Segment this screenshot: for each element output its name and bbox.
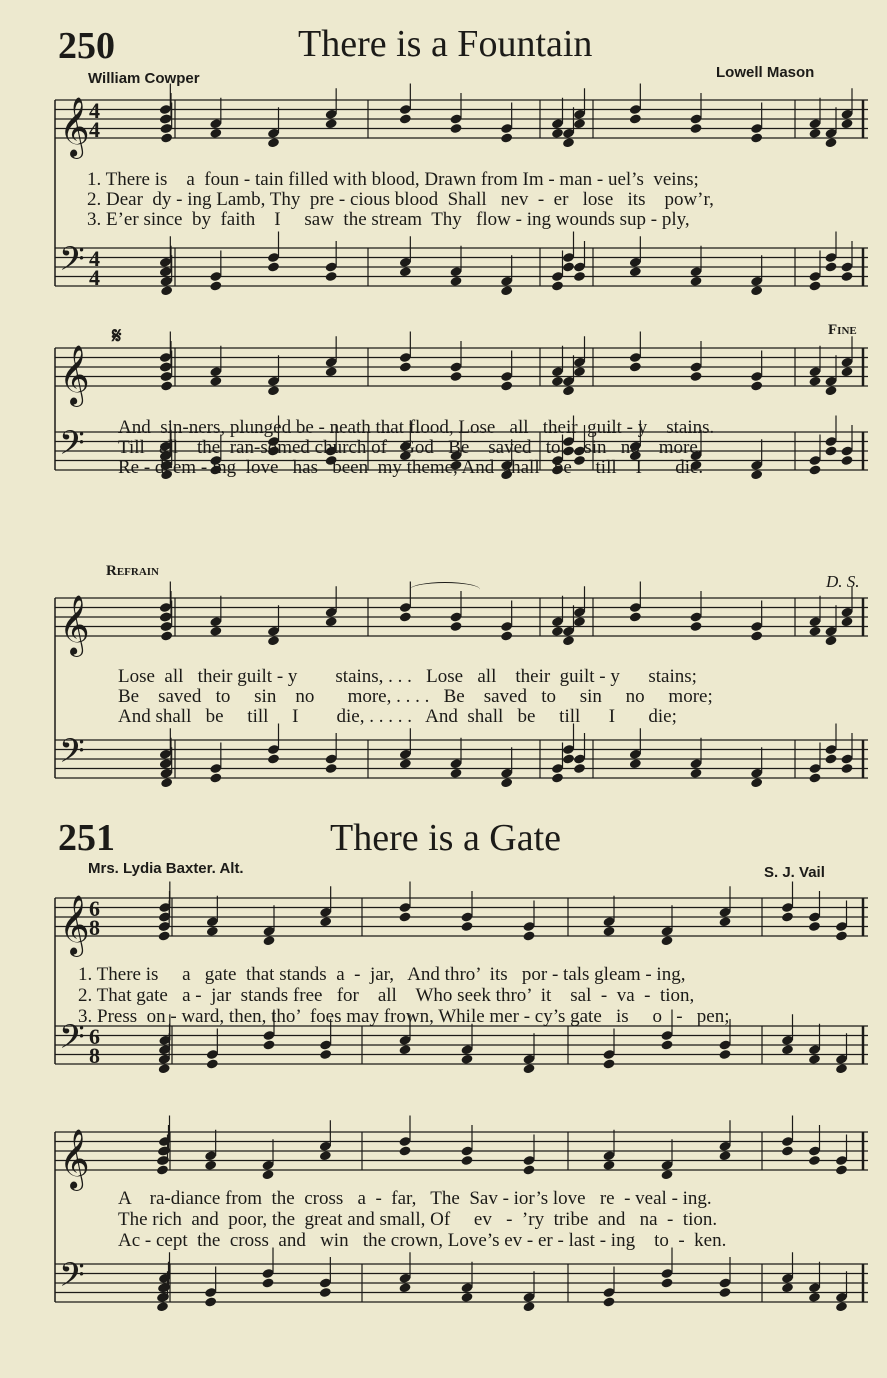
lyric-line: Be saved to sin no more, . . . . Be saved to sin no more;	[118, 686, 713, 707]
note-head	[718, 1049, 731, 1060]
note-head	[522, 930, 535, 941]
time-signature-bottom: 4	[89, 265, 100, 290]
note-head	[551, 626, 564, 637]
lyric-line: And sin-ners, plunged be - neath that flood, Lose all their guilt - y stains.	[118, 417, 715, 438]
note-head	[399, 266, 412, 277]
note-head	[573, 118, 586, 129]
note-head	[824, 261, 837, 272]
note-head	[449, 123, 462, 134]
lyric-line: 1. There is a foun - tain filled with blood, Drawn from Im - man - uel’s veins;	[87, 169, 699, 190]
note-head	[204, 1160, 217, 1171]
note-head	[689, 123, 702, 134]
note-head	[602, 1058, 615, 1069]
note-head	[660, 1039, 673, 1050]
note-head	[835, 1301, 848, 1312]
note-head	[808, 376, 821, 387]
note-head	[398, 911, 411, 922]
note-head	[824, 635, 837, 646]
note-head	[781, 1282, 794, 1293]
note-head	[551, 376, 564, 387]
note-head	[319, 916, 332, 927]
bass-clef-icon: 𝄢	[59, 732, 85, 779]
note-head	[840, 455, 853, 466]
note-head	[573, 366, 586, 377]
note-head	[209, 772, 222, 783]
bass-clef-icon: 𝄢	[59, 240, 85, 287]
note-head	[562, 385, 575, 396]
treble-clef-icon: 𝄞	[59, 595, 90, 655]
lyric-line: Lose all their guilt - y stains, . . . Lose all their guilt - y stains;	[118, 666, 697, 687]
time-signature-bottom: 8	[89, 915, 100, 940]
bass-clef-icon: 𝄢	[59, 1256, 85, 1303]
words-credit: William Cowper	[88, 70, 200, 87]
note-head	[325, 118, 338, 129]
bass-clef-icon: 𝄢	[59, 1018, 85, 1065]
note-head	[718, 916, 731, 927]
note-head	[267, 261, 280, 272]
note-head	[573, 616, 586, 627]
note-head	[750, 132, 763, 143]
lyric-line: 3. E’er since by faith I saw the stream Thy flow - ing wounds sup - ply,	[87, 209, 690, 230]
note-head	[204, 1296, 217, 1307]
lyric-line: Till all the ran-somed church of God Be saved to sin no more.	[118, 437, 703, 458]
note-head	[750, 777, 763, 788]
note-head	[808, 626, 821, 637]
note-head	[319, 1049, 332, 1060]
note-head	[750, 630, 763, 641]
note-head	[808, 1155, 821, 1166]
note-head	[602, 926, 615, 937]
note-head	[835, 930, 848, 941]
note-head	[602, 1296, 615, 1307]
note-head	[840, 763, 853, 774]
note-head	[551, 772, 564, 783]
note-head	[629, 758, 642, 769]
time-signature-bottom: 8	[89, 1043, 100, 1068]
note-head	[449, 371, 462, 382]
note-head	[660, 1277, 673, 1288]
note-head	[629, 611, 642, 622]
lyric-line: And shall be till I die, . . . . . And shall be till I die;	[118, 706, 677, 727]
note-head	[573, 763, 586, 774]
ds-marking: D. S.	[826, 572, 860, 591]
note-head	[267, 385, 280, 396]
note-head	[399, 361, 412, 372]
note-head	[398, 1044, 411, 1055]
music-credit: S. J. Vail	[764, 864, 825, 881]
note-head	[562, 137, 575, 148]
note-head	[808, 1292, 821, 1303]
note-head	[158, 1063, 171, 1074]
treble-clef-icon: 𝄞	[59, 895, 90, 955]
lyric-line: Re - deem - ing love has been my theme, And shall be till I die.	[118, 457, 704, 478]
note-head	[206, 926, 219, 937]
note-head	[781, 911, 794, 922]
note-head	[551, 280, 564, 291]
note-head	[209, 376, 222, 387]
note-head	[500, 380, 513, 391]
note-head	[660, 935, 673, 946]
note-head	[460, 921, 473, 932]
note-head	[460, 1054, 473, 1065]
note-head	[399, 758, 412, 769]
note-head	[319, 1287, 332, 1298]
note-head	[522, 1164, 535, 1175]
note-head	[325, 616, 338, 627]
treble-clef-icon: 𝄞	[59, 97, 90, 157]
note-head	[562, 753, 575, 764]
note-head	[629, 361, 642, 372]
hymn-title: There is a Fountain	[298, 23, 593, 65]
words-credit: Mrs. Lydia Baxter. Alt.	[88, 860, 244, 877]
note-head	[399, 611, 412, 622]
note-head	[824, 385, 837, 396]
note-head	[808, 1054, 821, 1065]
note-head	[840, 271, 853, 282]
hymn-title: There is a Gate	[330, 817, 562, 859]
note-head	[689, 276, 702, 287]
note-head	[261, 1169, 274, 1180]
note-head	[398, 1145, 411, 1156]
note-head	[449, 621, 462, 632]
note-head	[835, 1063, 848, 1074]
note-head	[209, 128, 222, 139]
time-signature-top: 4	[89, 246, 100, 271]
note-head	[160, 380, 173, 391]
note-head	[209, 626, 222, 637]
hymn-number: 250	[58, 25, 115, 67]
lyric-line: A ra-diance from the cross a - far, The Sav - ior’s love re - veal - ing.	[118, 1188, 712, 1209]
note-head	[562, 635, 575, 646]
note-head	[808, 464, 821, 475]
time-signature-top: 6	[89, 1024, 100, 1049]
fine-marking: Fine	[828, 322, 857, 338]
note-head	[156, 1301, 169, 1312]
note-head	[573, 271, 586, 282]
note-head	[325, 271, 338, 282]
note-head	[689, 371, 702, 382]
note-head	[500, 132, 513, 143]
note-head	[319, 1150, 332, 1161]
lyric-line: 3. Press on - ward, then, tho’ foes may frown, While mer - cy’s gate is o - pen;	[78, 1006, 730, 1027]
treble-clef-icon: 𝄞	[59, 345, 90, 405]
lyric-line: Ac - cept the cross and win the crown, Love’s ev - er - last - ing to - ken.	[118, 1230, 727, 1251]
note-head	[500, 777, 513, 788]
note-head	[808, 280, 821, 291]
note-head	[449, 276, 462, 287]
note-head	[267, 753, 280, 764]
note-head	[160, 777, 173, 788]
note-head	[500, 285, 513, 296]
note-head	[781, 1044, 794, 1055]
note-head	[460, 1155, 473, 1166]
note-head	[835, 1164, 848, 1175]
note-head	[325, 366, 338, 377]
lyric-line: 2. That gate a - jar stands free for all Who seek thro’ it sal - va - tion,	[78, 985, 695, 1006]
note-head	[209, 280, 222, 291]
note-head	[689, 768, 702, 779]
note-head	[522, 1301, 535, 1312]
note-head	[718, 1150, 731, 1161]
note-head	[160, 132, 173, 143]
note-head	[158, 930, 171, 941]
note-head	[840, 118, 853, 129]
note-head	[267, 635, 280, 646]
lyric-line: 1. There is a gate that stands a - jar, And thro’ its por - tals gleam - ing,	[78, 964, 686, 985]
note-head	[718, 1287, 731, 1298]
note-head	[750, 469, 763, 480]
lyric-line: 2. Dear dy - ing Lamb, Thy pre - cious blood Shall nev - er lose its pow’r,	[87, 189, 714, 210]
note-head	[808, 921, 821, 932]
note-head	[629, 266, 642, 277]
note-head	[840, 366, 853, 377]
note-head	[562, 261, 575, 272]
note-head	[267, 137, 280, 148]
segno-sign: 𝄋	[112, 323, 122, 348]
note-head	[824, 445, 837, 456]
note-head	[500, 630, 513, 641]
note-head	[660, 1169, 673, 1180]
note-head	[602, 1160, 615, 1171]
note-head	[824, 753, 837, 764]
note-head	[551, 128, 564, 139]
note-head	[808, 128, 821, 139]
note-head	[261, 1277, 274, 1288]
note-head	[398, 1282, 411, 1293]
note-head	[840, 616, 853, 627]
note-head	[262, 1039, 275, 1050]
bass-clef-icon: 𝄢	[59, 424, 85, 471]
note-head	[160, 285, 173, 296]
time-signature-top: 6	[89, 896, 100, 921]
hymn-number: 251	[58, 817, 115, 859]
note-head	[689, 621, 702, 632]
note-head	[325, 763, 338, 774]
note-head	[399, 113, 412, 124]
note-head	[449, 768, 462, 779]
time-signature-top: 4	[89, 98, 100, 123]
music-credit: Lowell Mason	[716, 64, 815, 81]
note-head	[262, 935, 275, 946]
note-head	[460, 1292, 473, 1303]
treble-clef-icon: 𝄞	[59, 1129, 90, 1189]
note-head	[156, 1164, 169, 1175]
note-head	[522, 1063, 535, 1074]
note-head	[808, 772, 821, 783]
lyric-line: The rich and poor, the great and small, Of ev - ’ry tribe and na - tion.	[118, 1209, 718, 1230]
note-head	[750, 285, 763, 296]
note-head	[160, 630, 173, 641]
note-head	[750, 380, 763, 391]
note-head	[824, 137, 837, 148]
note-head	[629, 113, 642, 124]
time-signature-bottom: 4	[89, 117, 100, 142]
note-head	[206, 1058, 219, 1069]
note-head	[781, 1145, 794, 1156]
refrain-marking: Refrain	[106, 563, 160, 579]
